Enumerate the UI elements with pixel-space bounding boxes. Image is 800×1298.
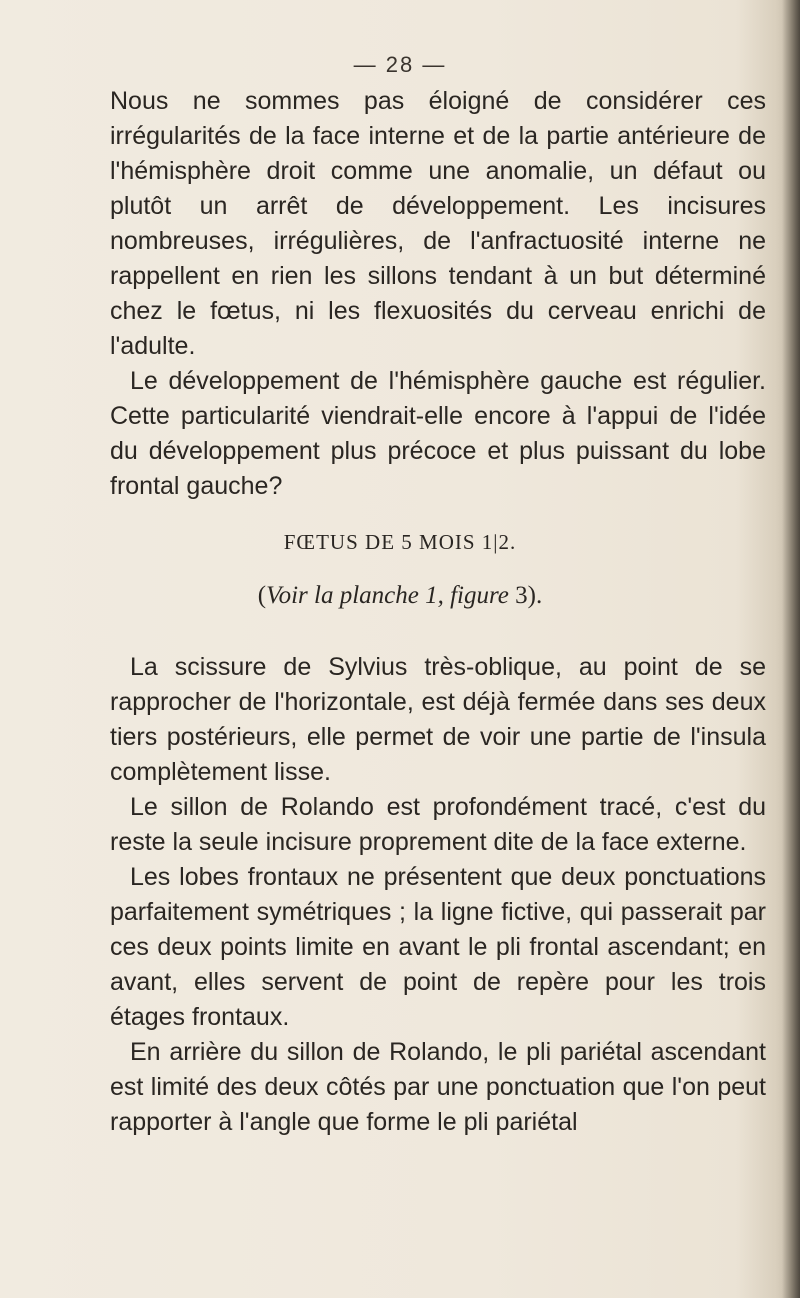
paragraph: Le sillon de Rolando est profondément tracé, c'est du reste la seule incisure proprement dite de la face externe. bbox=[110, 793, 766, 856]
figure-reference-open: ( bbox=[257, 582, 267, 609]
figure-reference-italic: Voir la planche 1, figure bbox=[266, 582, 509, 609]
text-block-top bbox=[110, 84, 766, 504]
paragraph: Nous ne sommes pas éloigné de considérer ces irrégularités de la face interne et de la partie antérieure de l'hémisphère droit comme une anomalie, un défaut ou plutôt un arrêt de développement. Les incisures nombreuses, irrégulières, de l'anfractuosité interne ne rappellent en rien les sillons tendant à un but déterminé chez le fœtus, ni les flexuosités du cerveau enrichi de l'adulte. bbox=[110, 87, 766, 360]
page-number: — 28 — bbox=[353, 52, 447, 77]
section-heading: FŒTUS DE 5 MOIS 1|2. bbox=[283, 530, 517, 554]
figure-reference-close: ). bbox=[527, 582, 543, 609]
paragraph: Les lobes frontaux ne présentent que deux ponctuations parfaitement symétriques ; la ligne fictive, qui passerait par ces deux points limite en avant le pli frontal ascendant; en avant, elles servent de point de repère pour les trois étages frontaux. bbox=[110, 863, 766, 1031]
paragraph: Le développement de l'hémisphère gauche est régulier. Cette particularité viendrait-elle encore à l'appui de l'idée du développement plus précoce et plus puissant du lobe frontal gauche? bbox=[110, 367, 766, 500]
page-edge-shadow bbox=[782, 0, 800, 1298]
paragraph: La scissure de Sylvius très-oblique, au point de se rapprocher de l'horizontale, est déjà fermée dans ses deux tiers postérieurs, elle permet de voir une partie de l'insula complètement lisse. bbox=[110, 653, 766, 786]
figure-reference bbox=[0, 582, 800, 610]
paragraph: En arrière du sillon de Rolando, le pli pariétal ascendant est limité des deux côtés par une ponctuation que l'on peut rapporter à l'angle que forme le pli pariétal bbox=[110, 1038, 766, 1136]
figure-reference-number: 3 bbox=[508, 582, 528, 609]
text-block-bottom bbox=[110, 650, 766, 1140]
